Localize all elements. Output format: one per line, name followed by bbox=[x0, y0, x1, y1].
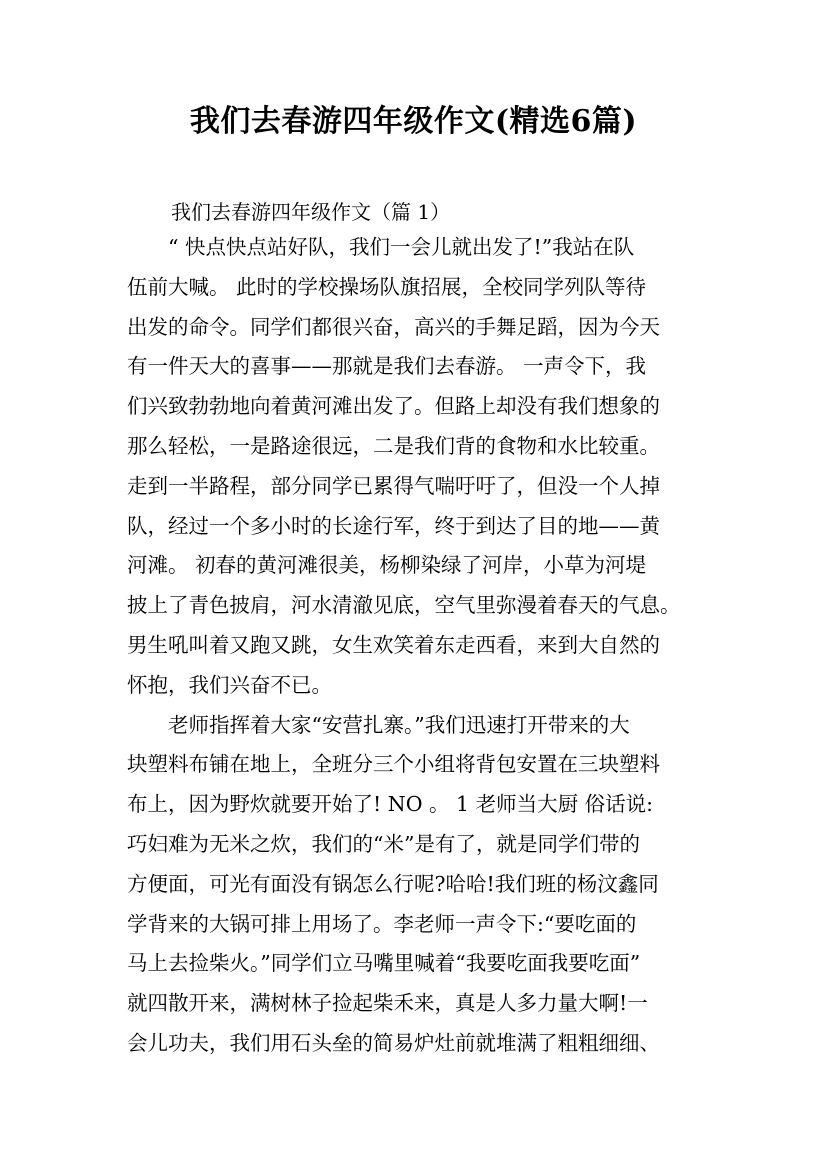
body-text-line: 队，经过一个多小时的长途行军，终于到达了目的地——黄 bbox=[127, 513, 660, 538]
body-text-line: 会儿功夫，我们用石头垒的简易炉灶前就堆满了粗粗细细、 bbox=[127, 1031, 660, 1055]
section-heading: 我们去春游四年级作文（篇 1） bbox=[171, 200, 451, 224]
document-title: 我们去春游四年级作文(精选6篇) bbox=[189, 104, 638, 139]
body-text-line: 怀抱，我们兴奋不已。 bbox=[127, 672, 332, 697]
body-text-line: 马上去捡柴火。”同学们立马嘴里喊着“我要吃面我要吃面” bbox=[127, 951, 641, 976]
body-text-line: 走到一半路程，部分同学已累得气喘吁吁了，但没一个人掉 bbox=[127, 473, 660, 498]
body-text-line: 伍前大喊。 此时的学校操场队旗招展，全校同学列队等待 bbox=[127, 274, 647, 299]
body-text-line: “ 快点快点站好队，我们一会儿就出发了!”我站在队 bbox=[127, 235, 635, 259]
body-text-line: 块塑料布铺在地上，全班分三个小组将背包安置在三块塑料 bbox=[127, 752, 660, 777]
body-text-line: 男生吼叫着又跑又跳，女生欢笑着东走西看，来到大自然的 bbox=[127, 633, 660, 657]
body-text-line: 巧妇难为无米之炊，我们的“米”是有了，就是同学们带的 bbox=[127, 832, 640, 856]
body-text-line: 那么轻松，一是路途很远，二是我们背的食物和水比较重。 bbox=[127, 434, 660, 458]
body-text-line: 河滩。 初春的黄河滩很美，杨柳染绿了河岸，小草为河堤 bbox=[127, 553, 647, 578]
body-text-line: 就四散开来，满树林子捡起柴禾来，真是人多力量大啊!一 bbox=[127, 991, 648, 1016]
body-text-line: 出发的命令。同学们都很兴奋，高兴的手舞足蹈，因为今天 bbox=[127, 314, 660, 339]
body-text-line: 们兴致勃勃地向着黄河滩出发了。但路上却没有我们想象的 bbox=[127, 394, 660, 419]
body-text-line: 有一件天大的喜事——那就是我们去春游。 一声令下，我 bbox=[127, 354, 647, 379]
body-text-line: 披上了青色披肩，河水清澈见底，空气里弥漫着春天的气息。 bbox=[127, 593, 681, 618]
body-text-line: 方便面，可光有面没有锅怎么行呢?哈哈!我们班的杨汶鑫同 bbox=[127, 871, 659, 896]
body-text-line: 布上，因为野炊就要开始了! NO 。 1 老师当大厨 俗话说: bbox=[127, 792, 654, 817]
body-text-line: 学背来的大锅可排上用场了。李老师一声令下:“要吃面的 bbox=[127, 911, 637, 936]
body-text-line: 老师指挥着大家“安营扎寨。”我们迅速打开带来的大 bbox=[127, 712, 630, 737]
